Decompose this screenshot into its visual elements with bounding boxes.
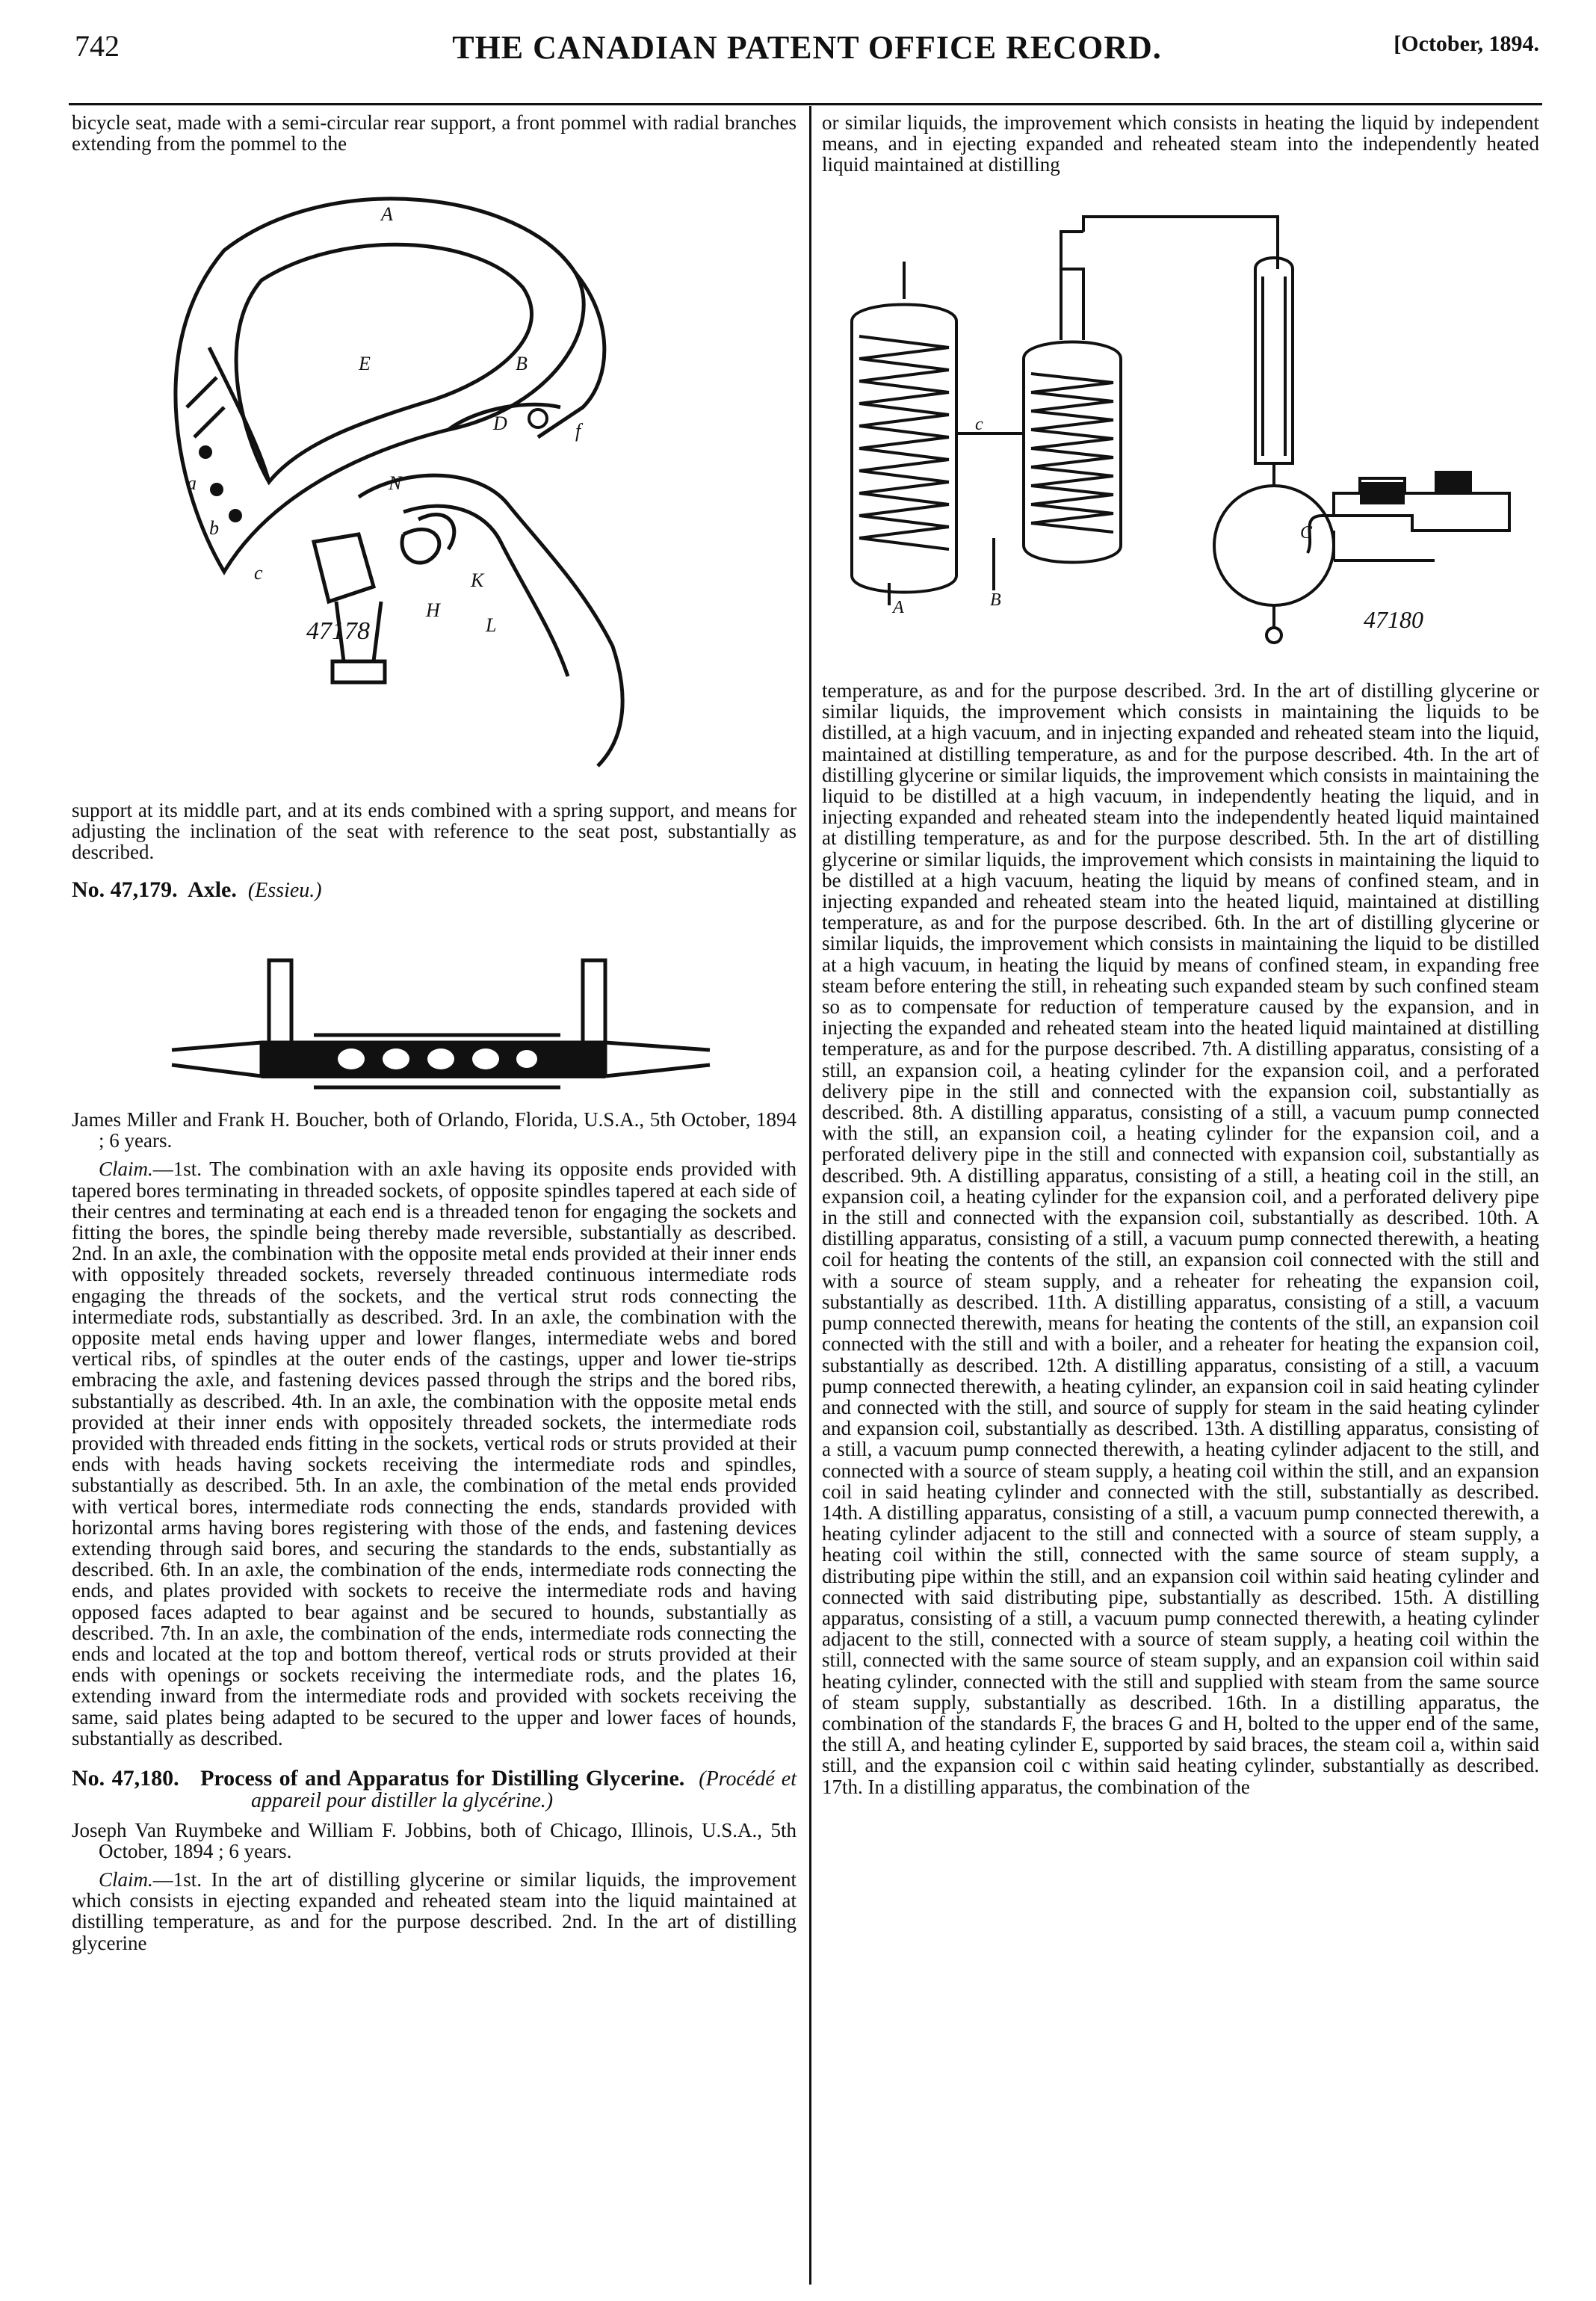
fig1-label: B	[516, 353, 528, 374]
fig2-label: C	[1300, 523, 1313, 543]
patent-47180-claim	[72, 1869, 797, 1953]
right-column-intro	[822, 112, 1539, 176]
fig1-label: D	[493, 413, 507, 434]
fig1-number: 47178	[306, 617, 370, 645]
fig2-label: c	[975, 415, 983, 434]
right-claims-text: temperature, as and for the purpose described. 3rd. In the art of distilling glycerine or similar liquids, the improvement which consists in maintaining the liquids to be distilled, at a high vacuum, and in injecting expanded and reheated steam into the liquid, maintained at distilling temperature, as and for the purpose described. 4th. In the art of distilling glycerine or similar liquids, the improvement which consists in maintaining the liquid to be distilled at a high vacuum, in independently heating the liquid, and in injecting expanded and reheated steam into the independently heated liquid maintained at distilling temperature, as and for the purpose described. 5th. In the art of distilling glycerine or similar liquids, the improvement which consists in maintaining the liquid to be distilled at a high vacuum, heating the liquid by means of confined steam, and in injecting expanded and reheated steam into the heated liquid, maintained at distilling temperature, as and for the purpose described. 6th. In the art of distilling glycerine or similar liquids, the improvement which consists in maintaining the liquid to be distilled at a high vacuum, in heating the liquid by means of confined steam, in expanding free steam before entering the still, in reheating such expanded steam by such confined steam so as to compensate for reduction of temperature caused by the expansion, and in injecting the expanded and reheated steam into the heated liquid maintained at distilling temperature, as and for the purpose described. 7th. A distilling apparatus, consisting of a still, an expansion coil, a heating cylinder for the expansion coil, and a perforated delivery pipe in the still and connected with the expansion coil, substantially as described. 8th. A distilling apparatus, consisting of a still, a vacuum pump connected with the still, an expansion coil, a heating cylinder for the expansion coil, and a perforated delivery pipe in the still and connected with expansion coil, substantially as described. 9th. A distilling apparatus, consisting of a still, a heating coil in the still, an expansion coil, a heating cylinder for the expansion coil, and a perforated delivery pipe in the still and connected with the expansion coil, substantially as described. 10th. A distilling apparatus, consisting of a still, a vacuum pump connected therewith, a heating coil for heating the contents of the still, an expansion coil connected with the still and with a source of steam supply, and a reheater for reheating the expansion coil, substantially as described. 11th. A distilling apparatus, consisting of a still, a vacuum pump connected therewith, means for heating the contents of the still, an expansion coil connected with the still and with a boiler, and a reheater for heating the expansion coil, substantially as described. 12th. A distilling apparatus, consisting of a still, a vacuum pump connected therewith, a heating cylinder, an expansion coil in said heating cylinder and connected with the still, and source of supply for steam in the said heating cylinder and expansion coil, substantially as described. 13th. A distilling apparatus, consisting of a still, a vacuum pump connected therewith, a heating cylinder adjacent to the still, and connected with a source of steam supply, a heating coil within the still, and an expansion coil in said heating cylinder and connected with the still, substantially as described. 14th. A distilling apparatus, consisting of a still, a vacuum pump connected therewith, a heating cylinder adjacent to the still and connected with a source of steam supply, a heating coil within the still, connected with the same source of steam supply, a distributing pipe within the still, and an expansion coil within said heating cylinder and connected with said distributing pipe, substantially as described. 15th. A distilling apparatus, consisting of a still, a vacuum pump connected therewith, a heating cylinder adjacent to the still, connected with a source of steam supply, a heating coil within the still, connected with the same source of steam supply, and an expansion coil within said heating cylinder, connected with the still and supplied with steam from the same source of steam supply, substantially as described. 16th. In a distilling apparatus, the combination of the standards F, the braces G and H, bolted to the upper end of the same, the still A, and heating cylinder E, supported by said braces, the steam coil a, within said still, and the expansion coil c within said heating cylinder, substantially as described. 17th. In a distilling apparatus, the combination of the	[822, 679, 1539, 1798]
page-number: 742	[75, 29, 120, 63]
patent-title: Process of and Apparatus for Distilling Glycerine.	[200, 1766, 685, 1791]
right-column-body	[822, 680, 1539, 1797]
patent-number: No. 47,180.	[72, 1766, 179, 1791]
figure-axle	[142, 945, 732, 1102]
after-fig1-text: support at its middle part, and at its ends combined with a spring support, and means for adjusting the inclination of the seat with reference to the seat post, substantially as described.	[72, 799, 797, 864]
patent-title: Axle.	[188, 877, 237, 902]
patent-47180-inventors: Joseph Van Ruymbeke and William F. Jobbins, both of Chicago, Illinois, U.S.A., 5th October, 1894 ; 6 years.	[72, 1818, 797, 1862]
column-divider	[809, 106, 811, 2285]
patent-47179-heading	[72, 877, 797, 902]
figure-bicycle-seat	[134, 183, 762, 796]
header-rule	[69, 103, 1542, 105]
fig1-label: H	[426, 599, 440, 621]
right-intro-text: or similar liquids, the improvement which consists in heating the liquid by independent means, and in ejecting expanded and reheated steam into the independently heated liquid maintained at distilling	[822, 111, 1539, 176]
patent-47179-claim	[72, 1158, 797, 1749]
claim-text: —1st. In the art of distilling glycerine or similar liquids, the improvement which consists in ejecting expanded and reheated steam into the liquid maintained at distilling temperature, as and for the purpose described. 2nd. In the art of distilling glycerine	[72, 1868, 797, 1954]
fig1-label: L	[486, 614, 497, 636]
fig2-number: 47180	[1364, 606, 1423, 633]
fig1-label: E	[359, 353, 371, 374]
left-column-body	[72, 800, 797, 901]
patent-47180-heading	[72, 1768, 797, 1812]
issue-date: [October, 1894.	[1394, 31, 1539, 56]
patent-47179-body	[72, 1109, 797, 1953]
fig1-label: f	[575, 420, 581, 442]
page-header	[75, 28, 1539, 73]
claim-text: —1st. The combination with an axle having its opposite ends provided with tapered bores terminating in threaded sockets, of opposite spindles tapered at each side of their centres and terminating at each end is a threaded tenon for engaging the sockets and fitting the bores, the spindle being thereby made reversible, substantially as described. 2nd. In an axle, the combination with the opposite metal ends provided at their inner ends with oppositely threaded sockets, reversely threaded continuous intermediate rods engaging the threads of the sockets, and the vertical strut rods connecting the intermediate rods, substantially as described. 3rd. In an axle, the combination with the opposite metal ends having upper and lower flanges, intermediate webs and bored vertical ribs, of spindles at the outer ends of the castings, upper and lower tie-strips embracing the axle, and fastening devices passed through the strips and the bored ribs, substantially as described. 4th. In an axle, the combination with the opposite metal ends provided at their inner ends with oppositely threaded sockets, the intermediate rods provided with threaded ends fitting in the sockets, vertical rods or struts provided at their ends with heads having sockets receiving the intermediate rods and spindles, substantially as described. 5th. In an axle, the combination of the metal ends provided with vertical bores, intermediate rods connecting the ends, standards provided with horizontal arms having bores registering with those of the ends, and fastening devices extending through said bores, and securing the standards to the ends, substantially as described. 6th. In an axle, the combination of the ends, intermediate rods connecting the ends, and plates provided with sockets to receive the intermediate rods and having opposed faces adapted to bear against and be secured to hounds, substantially as described. 7th. In an axle, the combination of the ends, intermediate rods connecting the ends and located at the top and bottom thereof, vertical rods or struts provided at their ends with openings or sockets receiving the intermediate rods, and the plates 16, extending inward from the intermediate rods and provided with sockets receiving the same, said plates being adapted to be secured to the upper and lower faces of hounds, substantially as described.	[72, 1158, 797, 1749]
fig2-label: A	[893, 598, 904, 617]
left-column-intro	[72, 112, 797, 154]
patent-french-title: (Procédé et appareil pour distiller la glycérine.)	[251, 1767, 797, 1813]
figure-distilling-apparatus	[837, 187, 1524, 665]
patent-47179-inventors: James Miller and Frank H. Boucher, both of Orlando, Florida, U.S.A., 5th October, 1894 ; 6 years.	[72, 1108, 797, 1152]
publication-title: THE CANADIAN PATENT OFFICE RECORD.	[452, 29, 1162, 66]
fig1-label: a	[187, 472, 197, 494]
claim-label: Claim.	[99, 1158, 153, 1181]
fig1-label: b	[209, 517, 219, 539]
patent-french-title: (Essieu.)	[247, 878, 322, 902]
fig1-label: A	[381, 203, 393, 225]
claim-label: Claim.	[99, 1868, 153, 1891]
left-intro-text: bicycle seat, made with a semi-circular rear support, a front pommel with radial branches extending from the pommel to the	[72, 111, 797, 155]
fig1-label: K	[471, 569, 484, 591]
fig2-label: B	[990, 590, 1001, 610]
fig1-label: N	[389, 472, 402, 494]
fig1-label: c	[254, 562, 263, 584]
patent-number: No. 47,179.	[72, 877, 178, 902]
